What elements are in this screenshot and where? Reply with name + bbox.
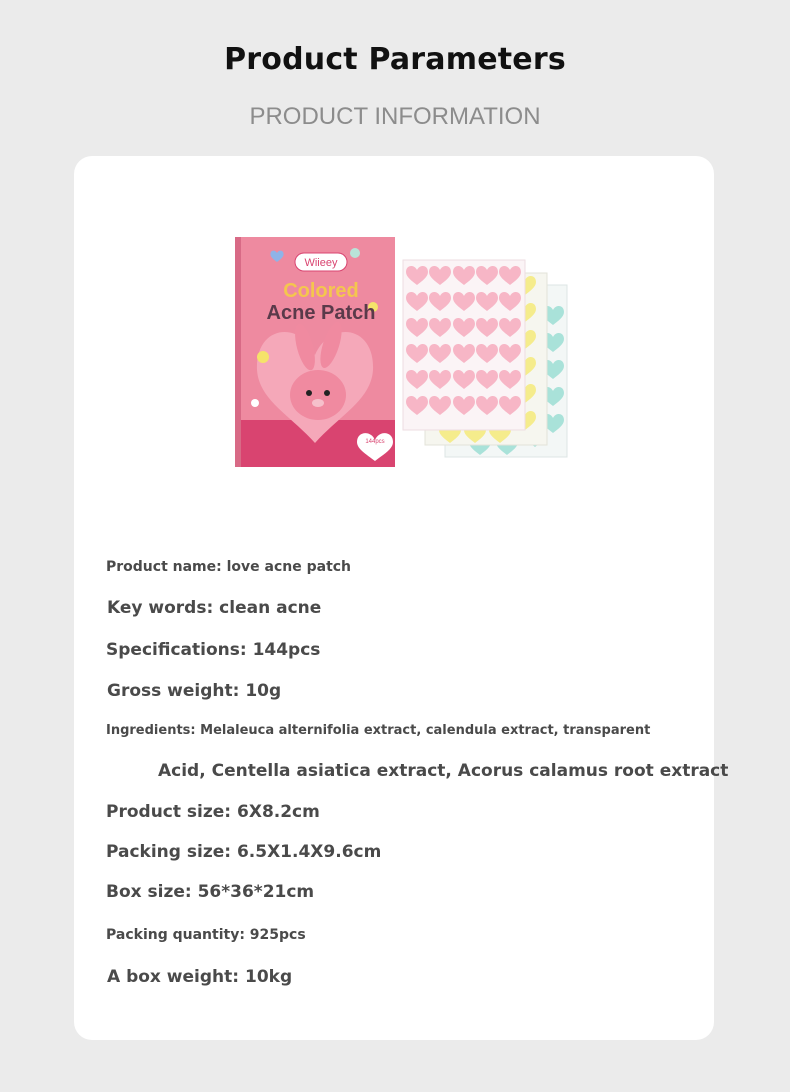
box-brand: Wiieey: [304, 257, 338, 269]
page-subtitle: PRODUCT INFORMATION: [249, 103, 541, 130]
param-packing-quantity: Packing quantity: 925pcs: [106, 927, 306, 943]
box-line1: Colored: [283, 280, 359, 302]
page-title: Product Parameters: [224, 42, 566, 77]
param-product-size: Product size: 6X8.2cm: [106, 802, 320, 822]
param-packing-size: Packing size: 6.5X1.4X9.6cm: [106, 842, 382, 862]
param-ingredients-cont: Acid, Centella asiatica extract, Acorus calamus root extract: [158, 761, 729, 781]
param-specifications: Specifications: 144pcs: [106, 640, 321, 660]
product-box: [235, 237, 395, 467]
box-line2: Acne Patch: [266, 302, 376, 324]
param-box-size: Box size: 56*36*21cm: [106, 882, 315, 902]
param-ingredients: Ingredients: Melaleuca alternifolia extract, calendula extract, transparent: [106, 723, 651, 738]
patch-sheet-pink: [403, 260, 525, 430]
param-product-name: Product name: love acne patch: [106, 559, 352, 575]
param-key-words: Key words: clean acne: [107, 598, 322, 618]
param-gross-weight: Gross weight: 10g: [107, 681, 282, 701]
box-count-badge: 144pcs: [365, 439, 385, 445]
product-image: [235, 235, 570, 470]
param-box-weight: A box weight: 10kg: [107, 967, 293, 987]
